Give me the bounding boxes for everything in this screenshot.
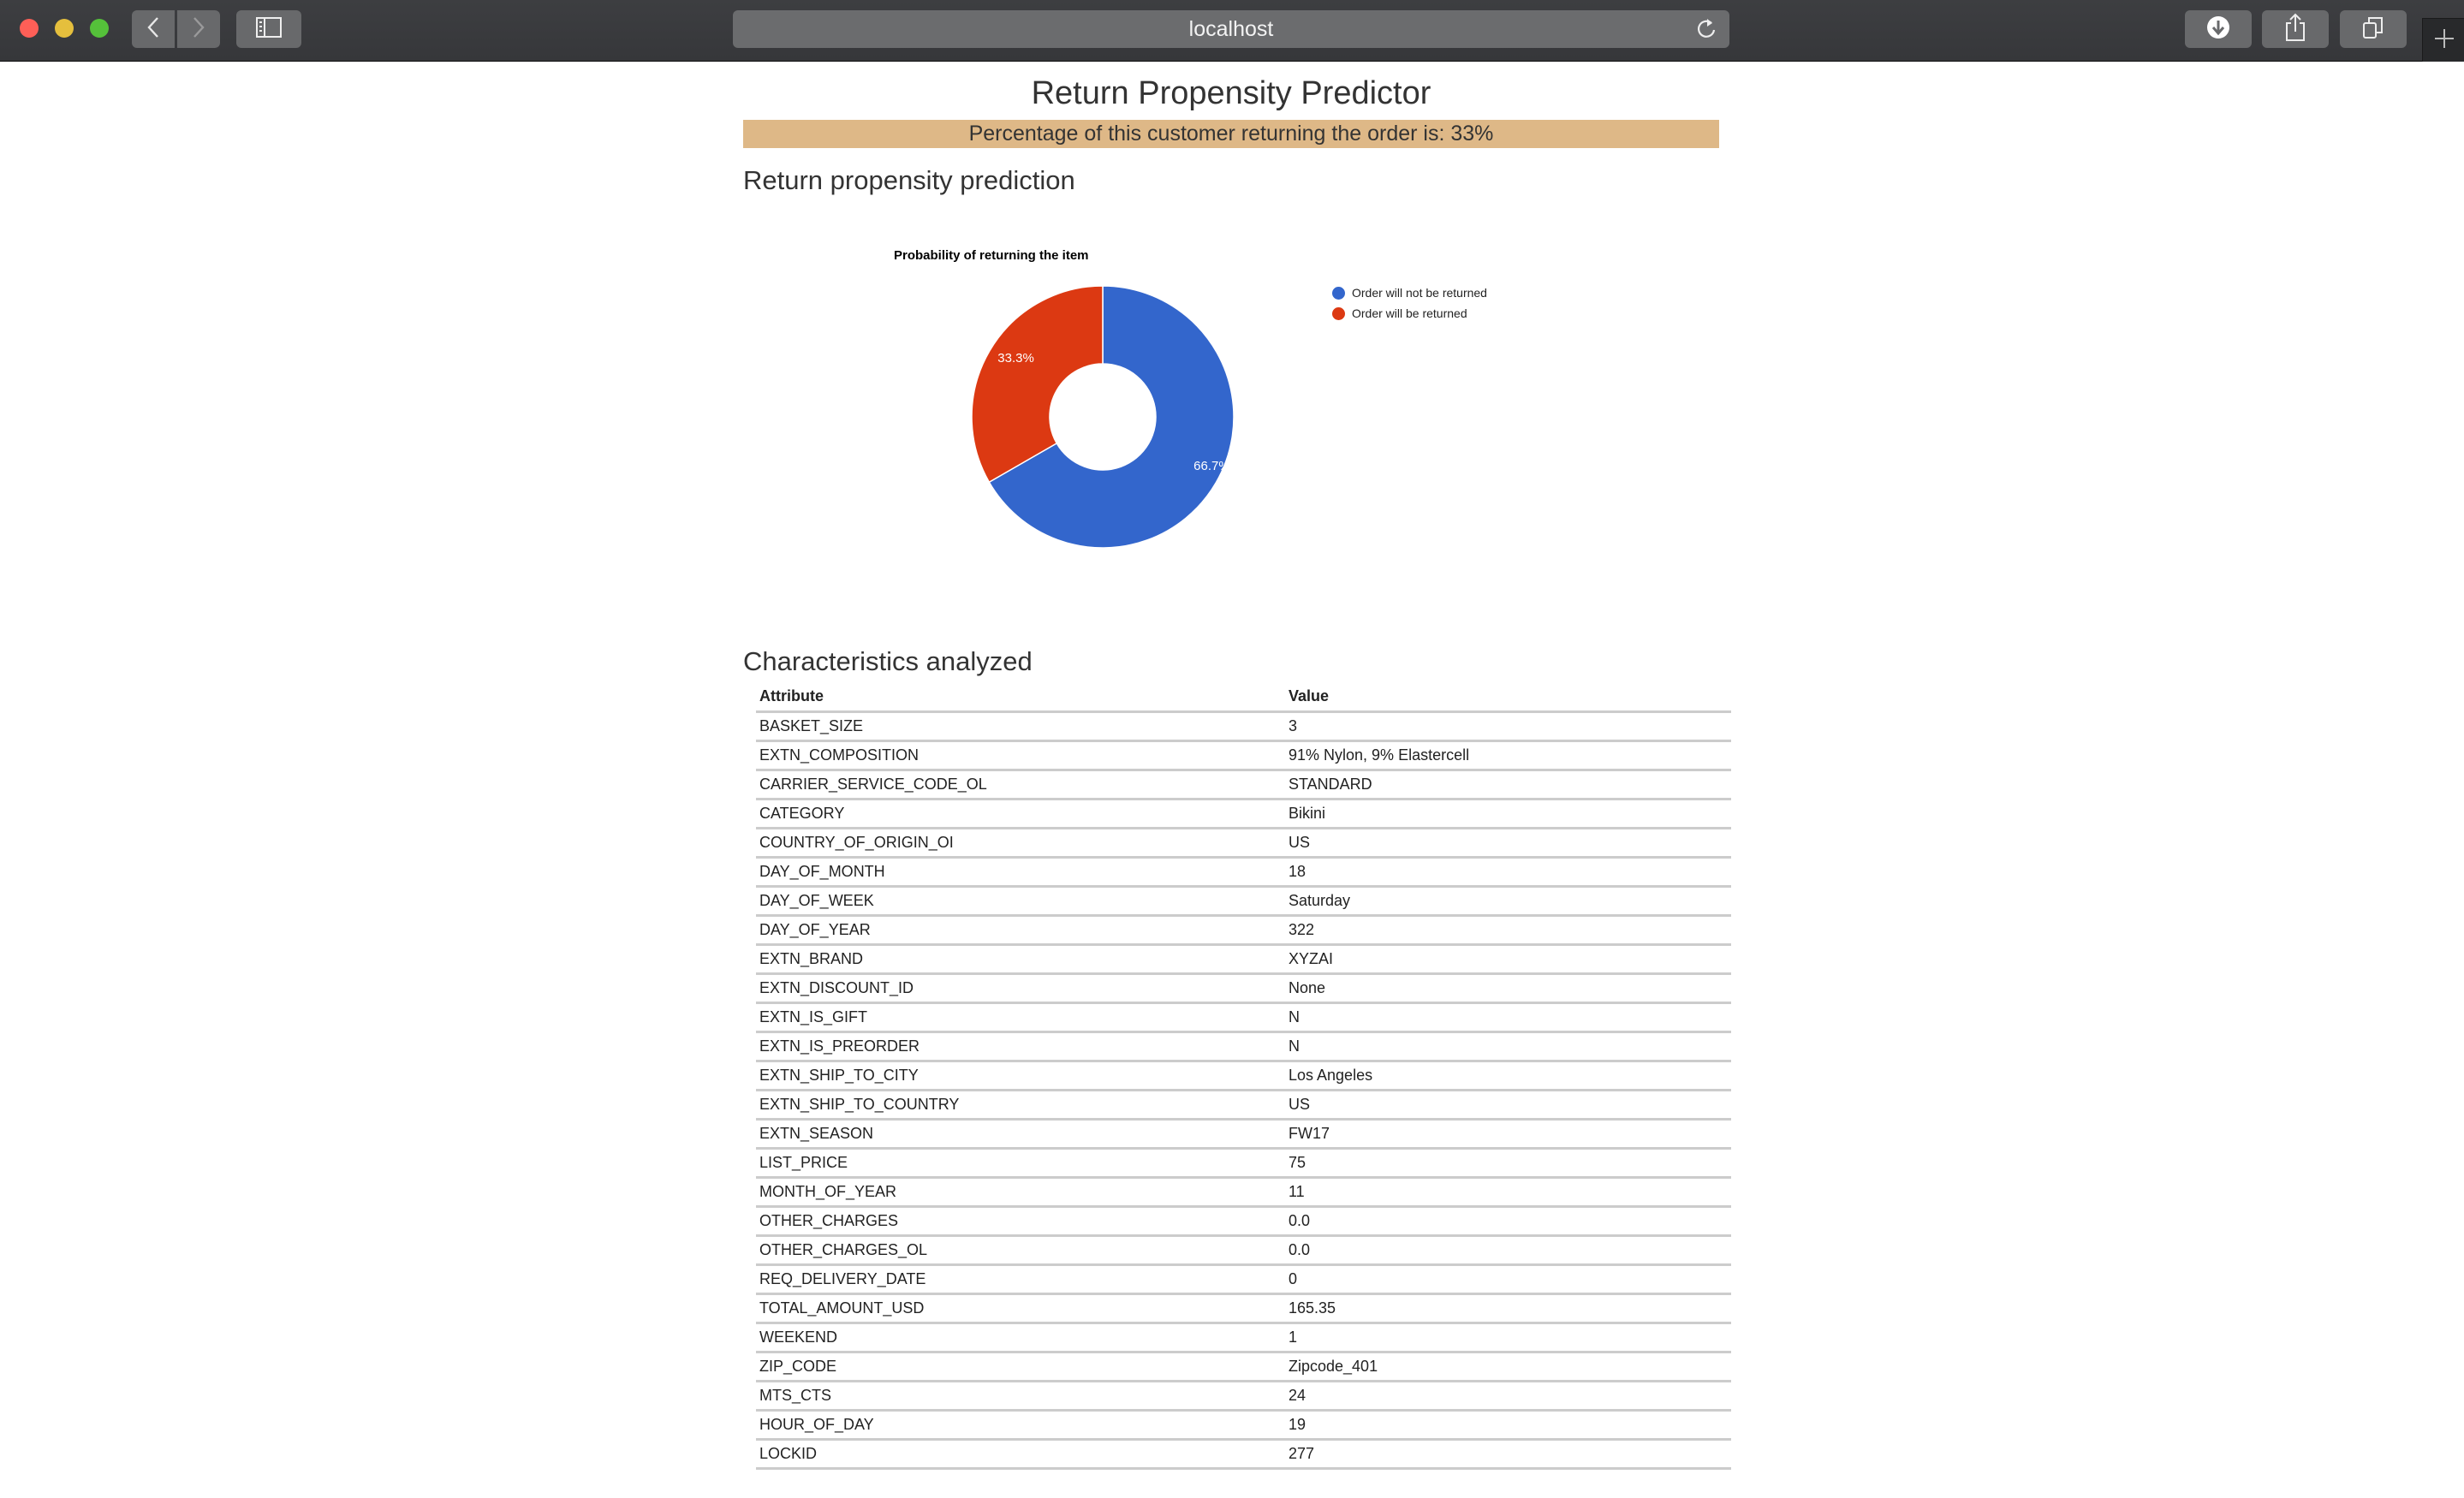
chart-title: Probability of returning the item <box>894 248 1089 263</box>
table-row <box>756 712 1731 741</box>
download-icon <box>2206 15 2230 44</box>
value-cell: US <box>1285 829 1731 858</box>
window-close-button[interactable] <box>20 19 39 38</box>
tabs-overview-icon <box>2361 15 2385 44</box>
value-cell: Bikini <box>1285 800 1731 829</box>
characteristics-heading: Characteristics analyzed <box>743 646 1033 676</box>
value-cell: 11 <box>1285 1178 1731 1207</box>
value-cell: STANDARD <box>1285 770 1731 800</box>
forward-button[interactable] <box>177 10 220 48</box>
donut-chart <box>743 231 1342 591</box>
attribute-cell: EXTN_DISCOUNT_ID <box>756 974 1285 1003</box>
value-cell: 19 <box>1285 1411 1731 1440</box>
column-header-value: Value <box>1285 681 1731 712</box>
window-zoom-button[interactable] <box>90 19 109 38</box>
chart-legend <box>1332 282 1487 324</box>
table-row <box>756 829 1731 858</box>
share-button[interactable] <box>2262 10 2329 48</box>
attribute-cell: EXTN_BRAND <box>756 945 1285 974</box>
url-text: localhost <box>1188 16 1274 41</box>
share-icon <box>2284 13 2306 46</box>
attribute-cell: DAY_OF_MONTH <box>756 858 1285 887</box>
attribute-cell: EXTN_SHIP_TO_COUNTRY <box>756 1091 1285 1120</box>
slice-label: 33.3% <box>997 351 1034 366</box>
sidebar-toggle-button[interactable] <box>236 10 301 48</box>
attribute-cell: DAY_OF_WEEK <box>756 887 1285 916</box>
legend-dot-icon <box>1332 307 1345 320</box>
browser-toolbar <box>0 0 2464 62</box>
table-row <box>756 1294 1731 1323</box>
attribute-cell: EXTN_COMPOSITION <box>756 741 1285 770</box>
legend-label: Order will not be returned <box>1352 286 1487 300</box>
attribute-cell: OTHER_CHARGES_OL <box>756 1236 1285 1265</box>
value-cell: 91% Nylon, 9% Elastercell <box>1285 741 1731 770</box>
attribute-cell: CATEGORY <box>756 800 1285 829</box>
value-cell: XYZAI <box>1285 945 1731 974</box>
attribute-cell: REQ_DELIVERY_DATE <box>756 1265 1285 1294</box>
column-header-attribute: Attribute <box>756 681 1285 712</box>
attribute-cell: EXTN_SHIP_TO_CITY <box>756 1061 1285 1091</box>
attribute-cell: LIST_PRICE <box>756 1149 1285 1178</box>
legend-item-returned <box>1332 303 1487 324</box>
value-cell: US <box>1285 1091 1731 1120</box>
legend-label: Order will be returned <box>1352 306 1467 320</box>
table-row <box>756 1265 1731 1294</box>
attribute-cell: EXTN_IS_PREORDER <box>756 1032 1285 1061</box>
table-row <box>756 1323 1731 1352</box>
reload-icon[interactable] <box>1695 17 1717 47</box>
slice-label: 66.7% <box>1193 458 1230 473</box>
table-row <box>756 974 1731 1003</box>
legend-dot-icon <box>1332 287 1345 300</box>
table-row <box>756 1178 1731 1207</box>
value-cell: N <box>1285 1003 1731 1032</box>
value-cell: 165.35 <box>1285 1294 1731 1323</box>
characteristics-table <box>756 681 1731 1470</box>
prediction-banner: Percentage of this customer returning the order is: 33% <box>743 120 1719 148</box>
table-row <box>756 1236 1731 1265</box>
value-cell: Saturday <box>1285 887 1731 916</box>
attribute-cell: HOUR_OF_DAY <box>756 1411 1285 1440</box>
table-row <box>756 1411 1731 1440</box>
legend-item-not-returned <box>1332 282 1487 303</box>
new-tab-button[interactable] <box>2422 18 2464 62</box>
table-row <box>756 1061 1731 1091</box>
chevron-left-icon <box>146 16 160 43</box>
table-header-row <box>756 681 1731 712</box>
table-row <box>756 858 1731 887</box>
table-row <box>756 887 1731 916</box>
table-row <box>756 1352 1731 1382</box>
table-row <box>756 1382 1731 1411</box>
value-cell: 277 <box>1285 1440 1731 1469</box>
table-row <box>756 770 1731 800</box>
attribute-cell: TOTAL_AMOUNT_USD <box>756 1294 1285 1323</box>
value-cell: 322 <box>1285 916 1731 945</box>
tab-overview-button[interactable] <box>2340 10 2407 48</box>
value-cell: 24 <box>1285 1382 1731 1411</box>
value-cell: FW17 <box>1285 1120 1731 1149</box>
table-row <box>756 1091 1731 1120</box>
donut-slice[interactable] <box>972 286 1103 482</box>
attribute-cell: WEEKEND <box>756 1323 1285 1352</box>
return-probability-chart <box>743 231 1719 591</box>
table-row <box>756 945 1731 974</box>
downloads-button[interactable] <box>2185 10 2252 48</box>
value-cell: N <box>1285 1032 1731 1061</box>
attribute-cell: LOCKID <box>756 1440 1285 1469</box>
attribute-cell: EXTN_SEASON <box>756 1120 1285 1149</box>
table-row <box>756 1003 1731 1032</box>
table-row <box>756 1120 1731 1149</box>
value-cell: Los Angeles <box>1285 1061 1731 1091</box>
value-cell: 0.0 <box>1285 1236 1731 1265</box>
attribute-cell: ZIP_CODE <box>756 1352 1285 1382</box>
attribute-cell: COUNTRY_OF_ORIGIN_OI <box>756 829 1285 858</box>
window-minimize-button[interactable] <box>55 19 74 38</box>
value-cell: 75 <box>1285 1149 1731 1178</box>
table-row <box>756 1440 1731 1469</box>
plus-icon <box>2434 28 2455 53</box>
chevron-right-icon <box>192 16 205 43</box>
table-row <box>756 1149 1731 1178</box>
value-cell: 0.0 <box>1285 1207 1731 1236</box>
attribute-cell: DAY_OF_YEAR <box>756 916 1285 945</box>
attribute-cell: CARRIER_SERVICE_CODE_OL <box>756 770 1285 800</box>
value-cell: 18 <box>1285 858 1731 887</box>
prediction-heading: Return propensity prediction <box>743 165 1075 195</box>
value-cell: 1 <box>1285 1323 1731 1352</box>
page-title: Return Propensity Predictor <box>1031 75 1431 111</box>
table-row <box>756 1032 1731 1061</box>
attribute-cell: MTS_CTS <box>756 1382 1285 1411</box>
back-button[interactable] <box>132 10 175 48</box>
table-row <box>756 800 1731 829</box>
table-row <box>756 741 1731 770</box>
table-row <box>756 916 1731 945</box>
attribute-cell: MONTH_OF_YEAR <box>756 1178 1285 1207</box>
value-cell: None <box>1285 974 1731 1003</box>
value-cell: 3 <box>1285 712 1731 741</box>
value-cell: Zipcode_401 <box>1285 1352 1731 1382</box>
attribute-cell: EXTN_IS_GIFT <box>756 1003 1285 1032</box>
value-cell: 0 <box>1285 1265 1731 1294</box>
address-bar[interactable] <box>733 10 1729 48</box>
attribute-cell: BASKET_SIZE <box>756 712 1285 741</box>
attribute-cell: OTHER_CHARGES <box>756 1207 1285 1236</box>
table-row <box>756 1207 1731 1236</box>
sidebar-icon <box>256 17 282 42</box>
